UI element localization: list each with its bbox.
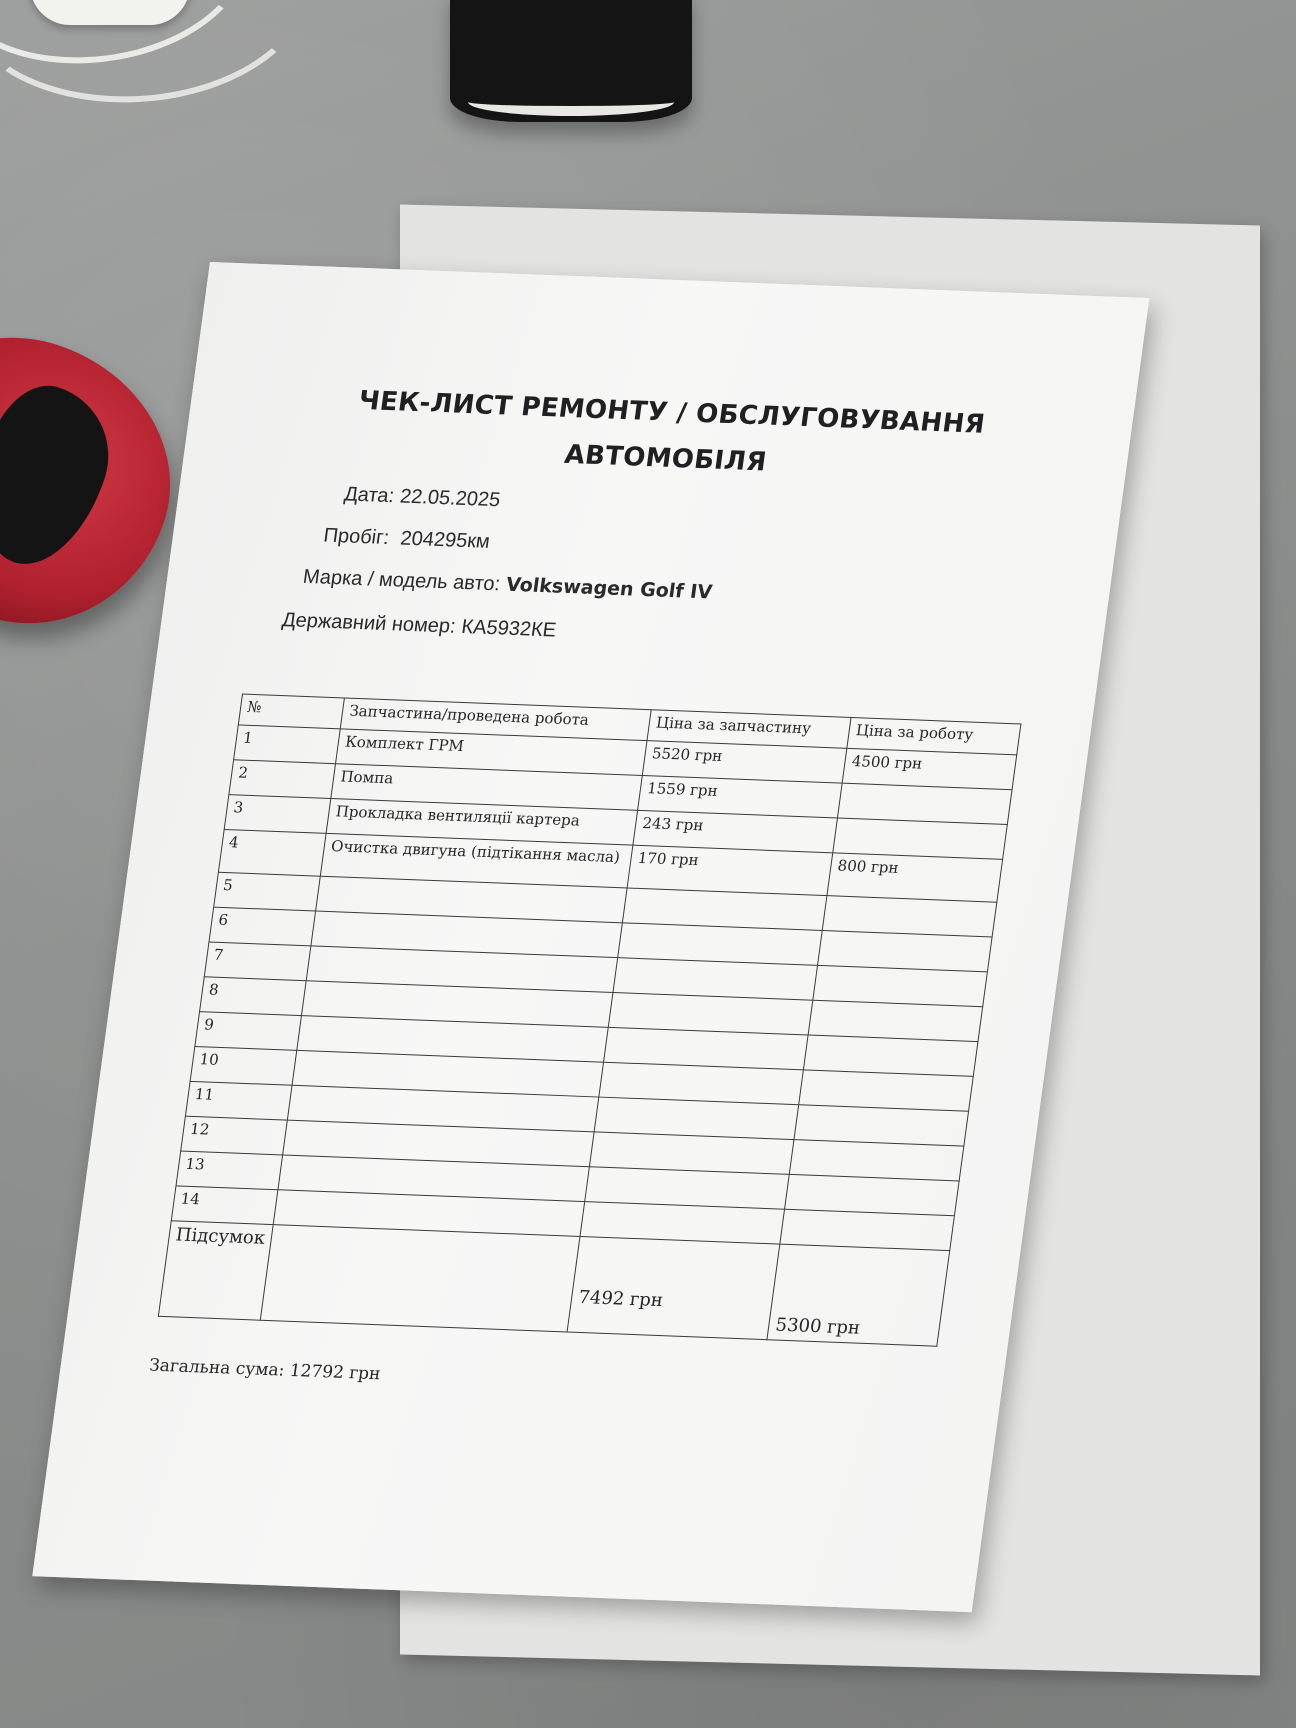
plate-label: Державний номер: (280, 609, 458, 638)
subtotal-work: 5300 грн (767, 1244, 950, 1346)
model-label: Марка / модель авто: (301, 565, 502, 596)
plate-value: КА5932КЕ (460, 615, 558, 642)
title-line-1: ЧЕК-ЛИСТ РЕМОНТУ / ОБСЛУГОВУВАННЯ (356, 385, 987, 440)
row-number: 14 (171, 1186, 278, 1225)
row-number: 9 (195, 1012, 302, 1051)
row-item: Комплект ГРМ (336, 729, 647, 776)
plate-field (281, 609, 558, 642)
mouse-button (0, 373, 127, 581)
row-item: Прокладка вентиляції картера (326, 799, 637, 846)
service-table (158, 694, 1022, 1347)
subtotal-parts: 7492 грн (567, 1236, 780, 1339)
header-number: № (238, 694, 344, 729)
mileage-label: Пробіг: (322, 524, 391, 550)
subtotal-empty-cell (261, 1225, 581, 1332)
mileage-field (322, 525, 491, 554)
coffee-cup (450, 0, 692, 122)
row-number: 11 (185, 1081, 292, 1120)
title-line-2: АВТОМОБІЛЯ (562, 439, 769, 478)
cup-rim (468, 88, 674, 116)
row-number: 5 (214, 872, 321, 911)
document-title (303, 376, 1035, 495)
mileage-value: 204295км (399, 527, 492, 553)
model-value: Volkswagen Golf IV (504, 573, 714, 604)
row-number: 6 (209, 907, 316, 946)
white-device (30, 0, 190, 25)
row-number: 7 (204, 942, 311, 981)
subtotal-label: Підсумок (158, 1221, 273, 1321)
row-work-price: 4500 грн (842, 748, 1016, 789)
row-part-price: 170 грн (627, 845, 833, 895)
row-work-price: 800 грн (827, 853, 1002, 902)
row-part-price: 243 грн (633, 810, 838, 853)
row-number: 12 (181, 1116, 288, 1155)
header-part-price: Ціна за запчастину (647, 710, 851, 749)
row-number: 8 (200, 977, 307, 1016)
grand-total: Загальна сума: 12792 грн (147, 1355, 382, 1385)
header-item: Запчастина/проведена робота (341, 698, 652, 741)
row-number: 3 (224, 795, 331, 834)
row-number: 1 (234, 725, 341, 764)
date-label: Дата: (342, 483, 396, 508)
model-field (301, 566, 713, 605)
row-number: 2 (229, 760, 336, 799)
row-part-price: 1559 грн (638, 775, 843, 818)
date-field (343, 483, 502, 512)
row-part-price: 5520 грн (642, 741, 847, 784)
row-number: 13 (176, 1151, 283, 1190)
header-work-price: Ціна за роботу (847, 717, 1021, 754)
row-item: Помпа (331, 764, 642, 811)
checklist-sheet (32, 262, 1149, 1612)
date-value: 22.05.2025 (398, 485, 502, 512)
row-number: 10 (190, 1046, 297, 1085)
row-item: Очистка двигуна (підтікання масла) (321, 833, 633, 888)
row-number: 4 (218, 829, 326, 876)
